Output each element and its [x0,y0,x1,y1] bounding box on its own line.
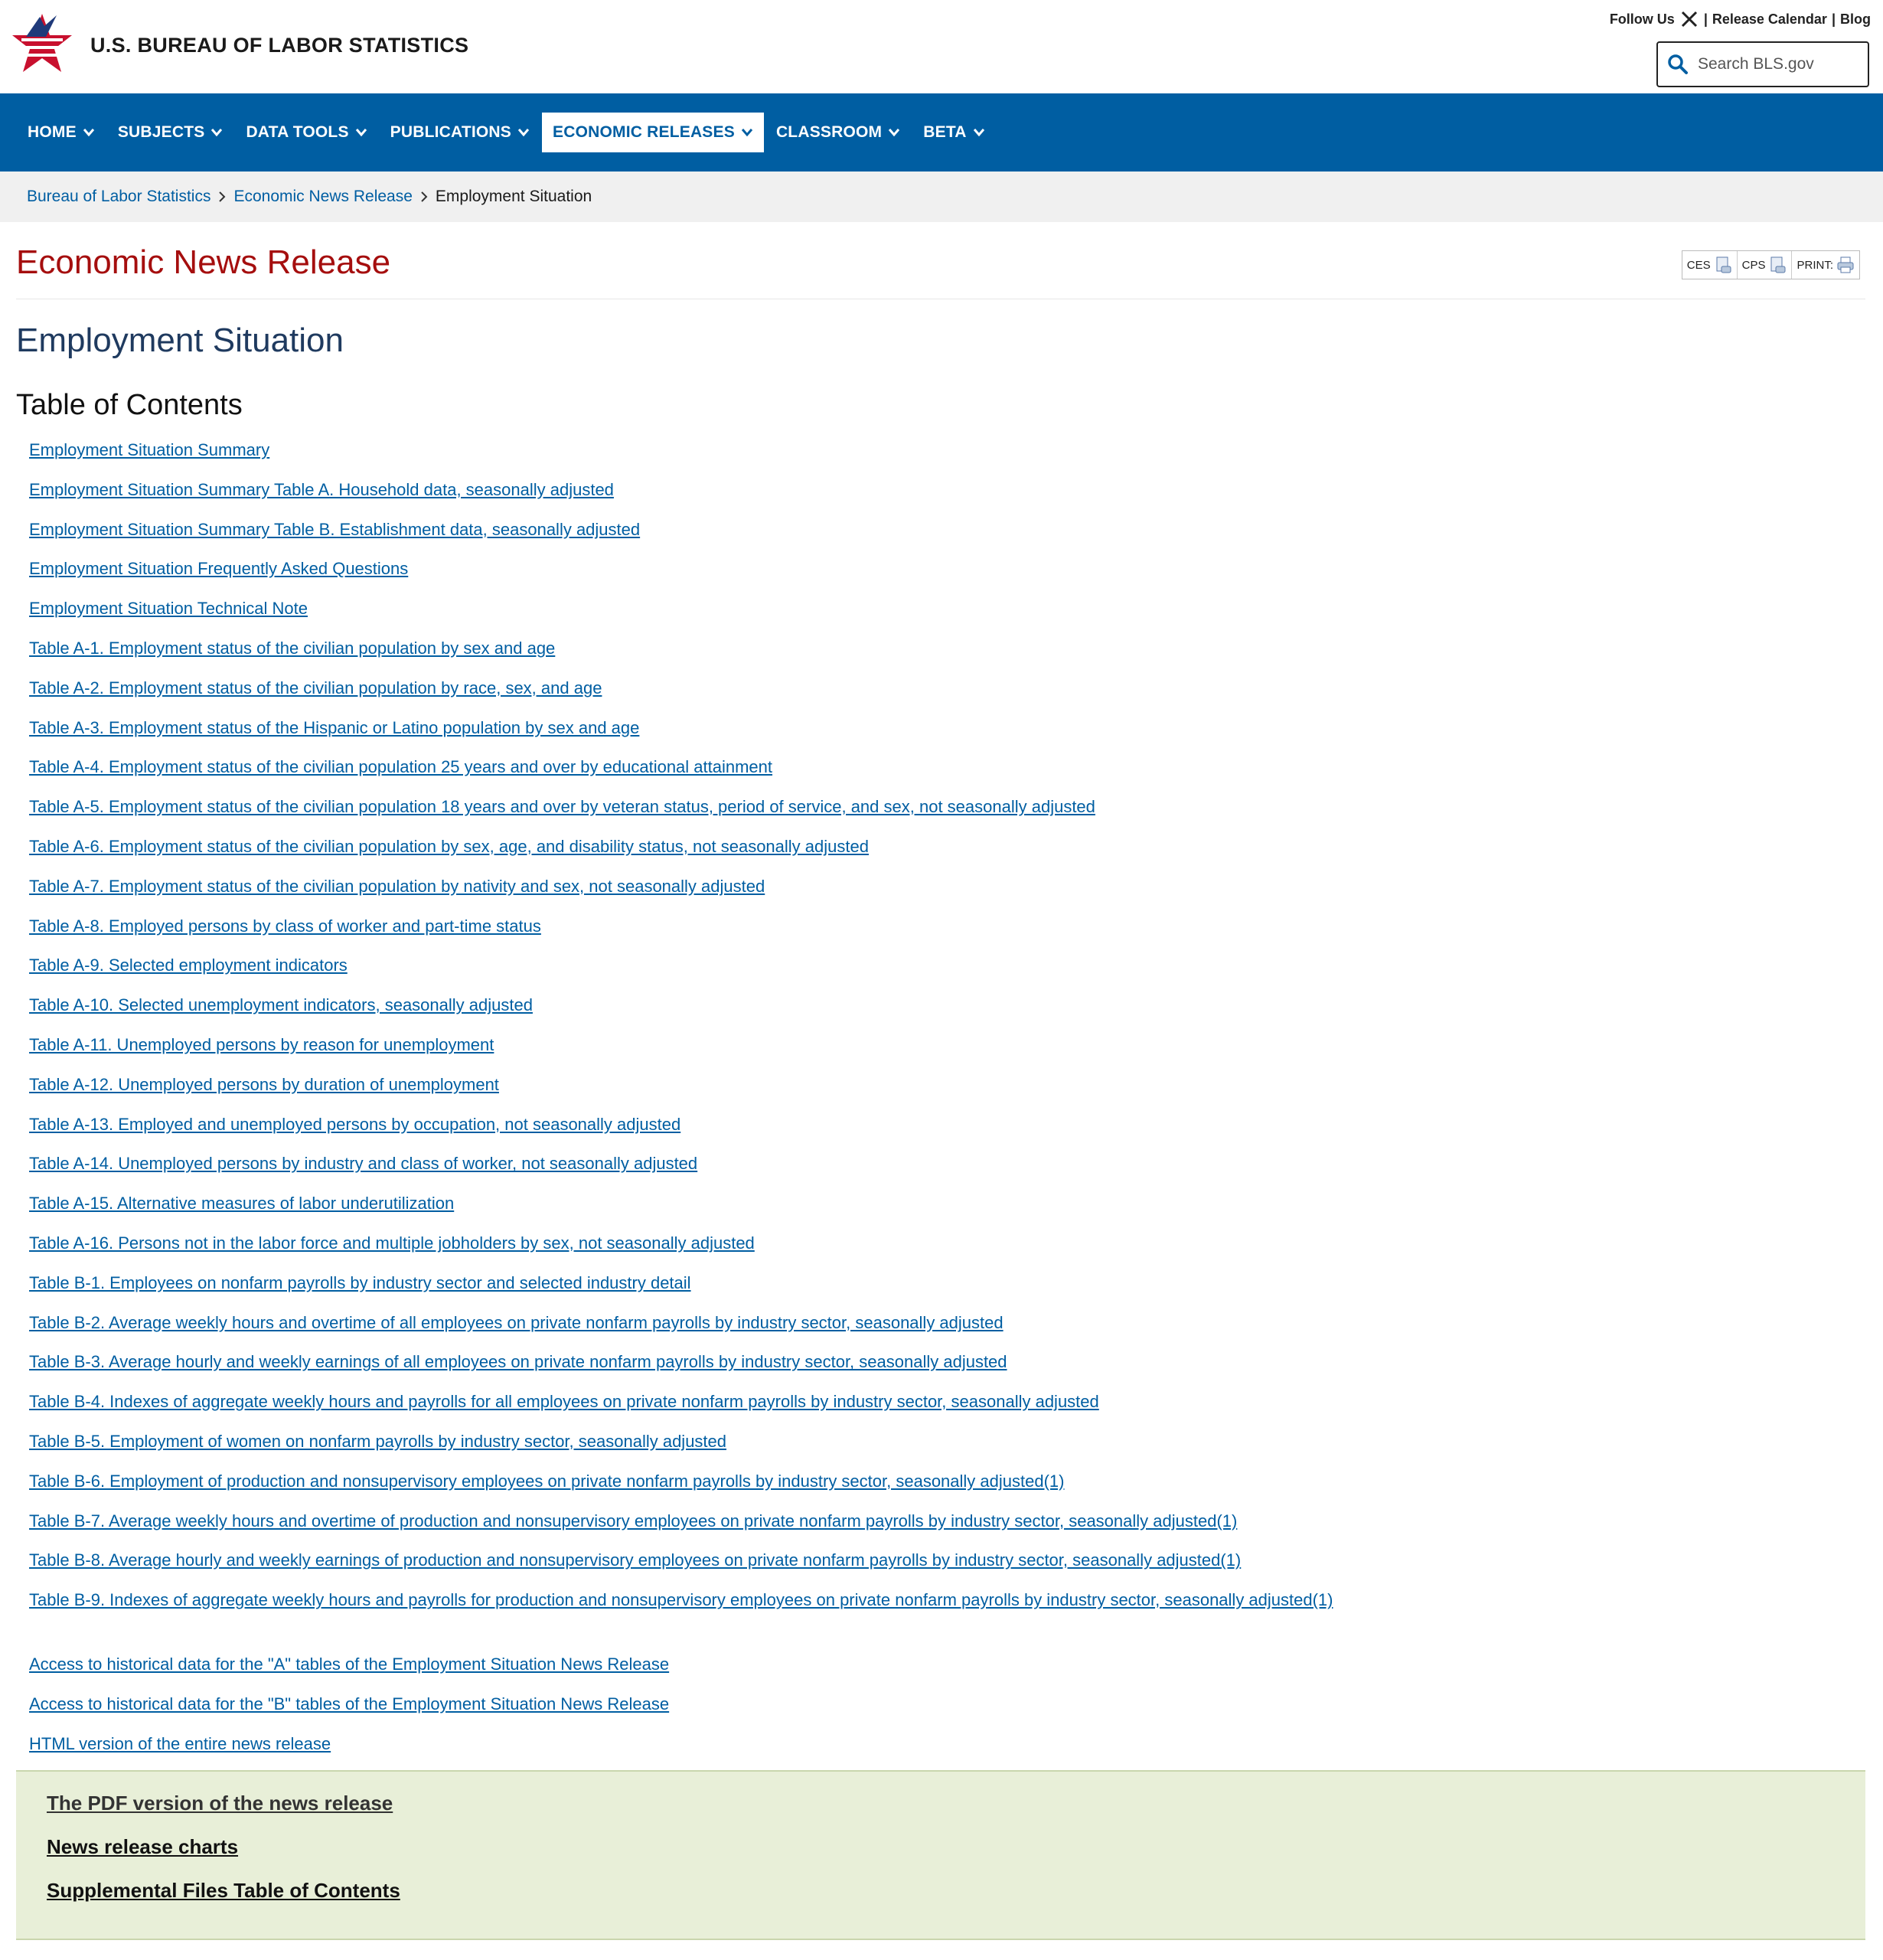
nav-label: SUBJECTS [117,123,205,141]
chevron-down-icon [210,128,223,137]
site-title[interactable]: U.S. BUREAU OF LABOR STATISTICS [90,34,469,57]
release-title: Economic News Release [16,243,391,281]
bls-logo-icon[interactable] [11,9,73,80]
toc-link[interactable]: Table A-16. Persons not in the labor force and multiple jobholders by sex, not seasonally adjusted [29,1233,755,1253]
toc-item [29,756,1333,796]
search-box [1656,41,1869,87]
historical-item [29,1733,669,1773]
toc-item [29,638,1333,678]
document-icon [1714,256,1732,274]
toc-item [29,1233,1333,1272]
toc-link[interactable]: Table A-7. Employment status of the civilian population by nativity and sex, not seasonally adjusted [29,876,765,896]
toc-link[interactable]: Table A-2. Employment status of the civilian population by race, sex, and age [29,678,602,697]
breadcrumb-economic-news-release[interactable]: Economic News Release [233,188,413,205]
toc-list [29,439,1333,1629]
pdf-version-link[interactable]: The PDF version of the news release [47,1792,393,1815]
historical-a-tables-link[interactable]: Access to historical data for the "A" tables of the Employment Situation News Release [29,1655,670,1674]
nav-beta[interactable] [912,113,995,152]
chevron-down-icon [741,128,753,137]
news-release-charts-link[interactable]: News release charts [47,1835,239,1858]
toc-link[interactable]: Employment Situation Summary [29,440,270,459]
historical-links [29,1654,669,1772]
ces-label: CES [1686,258,1711,272]
historical-item [29,1654,669,1694]
page-title: Employment Situation [16,322,344,359]
print-label: PRINT: [1797,258,1833,272]
toc-item [29,1391,1333,1431]
breadcrumb-home[interactable]: Bureau of Labor Statistics [27,188,211,205]
search-input[interactable] [1698,55,1851,74]
toc-item [29,1471,1333,1511]
toc-link[interactable]: Table B-5. Employment of women on nonfarm payrolls by industry sector, seasonally adjusted [29,1431,727,1451]
toc-item [29,1153,1333,1193]
chevron-down-icon [517,128,530,137]
toc-item [29,678,1333,717]
toc-link[interactable]: Table A-9. Selected employment indicators [29,956,348,975]
chevron-right-icon [218,191,226,202]
toc-heading: Table of Contents [16,389,243,421]
cps-label: CPS [1741,258,1766,272]
chevron-down-icon [83,128,95,137]
cps-pdf-button[interactable] [1738,251,1793,279]
toc-item [29,1272,1333,1312]
utility-separator: | [1703,11,1708,27]
breadcrumb-current: Employment Situation [435,188,592,205]
release-tools [1682,250,1860,279]
nav-label: BETA [923,123,967,141]
toc-link[interactable]: Table B-9. Indexes of aggregate weekly hours and payrolls for production and nonsupervisory employees on private nonfarm payrolls by industry sector, seasonally adjusted(1) [29,1590,1333,1610]
toc-link[interactable]: Table B-3. Average hourly and weekly earnings of all employees on private nonfarm payrolls by industry sector, seasonally adjusted [29,1352,1007,1372]
toc-link[interactable]: Table A-6. Employment status of the civilian population by sex, age, and disability status, not seasonally adjusted [29,836,869,856]
print-button[interactable] [1792,251,1859,279]
chevron-down-icon [888,128,900,137]
nav-subjects[interactable] [107,113,234,152]
toc-item [29,439,1333,479]
html-version-link[interactable]: HTML version of the entire news release [29,1733,331,1753]
toc-link[interactable]: Table A-10. Selected unemployment indicators, seasonally adjusted [29,995,533,1015]
historical-item [29,1694,669,1733]
main-nav [0,93,1883,172]
nav-label: PUBLICATIONS [390,123,511,141]
utility-separator: | [1831,11,1836,27]
toc-item [29,558,1333,598]
follow-us-label: Follow Us [1609,11,1675,27]
toc-link[interactable]: Employment Situation Frequently Asked Questions [29,559,409,579]
toc-link[interactable]: Table B-1. Employees on nonfarm payrolls by industry sector and selected industry detail [29,1272,691,1292]
nav-label: CLASSROOM [775,123,883,141]
related-resources-box [16,1770,1865,1940]
nav-home[interactable] [17,113,106,152]
toc-item [29,1074,1333,1114]
toc-link[interactable]: Employment Situation Summary Table A. Household data, seasonally adjusted [29,479,614,499]
chevron-right-icon [420,191,428,202]
toc-item [29,1550,1333,1589]
utility-links [1610,11,1871,28]
site-header [0,0,1883,93]
toc-item [29,1034,1333,1074]
search-icon[interactable] [1667,54,1689,75]
chevron-down-icon [973,128,985,137]
nav-label: ECONOMIC RELEASES [553,123,735,141]
printer-icon [1836,256,1855,274]
toc-link[interactable]: Table A-11. Unemployed persons by reason for unemployment [29,1034,494,1054]
toc-item [29,519,1333,559]
toc-link[interactable]: Table A-12. Unemployed persons by duration of unemployment [29,1074,499,1094]
toc-link[interactable]: Table A-5. Employment status of the civilian population 18 years and over by veteran status, period of service, and sex, not seasonally adjusted [29,797,1095,817]
toc-item [29,1511,1333,1550]
toc-link[interactable]: Table A-1. Employment status of the civilian population by sex and age [29,638,556,658]
toc-item [29,1589,1333,1629]
toc-link[interactable]: Table A-14. Unemployed persons by industry and class of worker, not seasonally adjusted [29,1154,698,1174]
nav-economic-releases[interactable] [542,113,764,152]
nav-label: DATA TOOLS [246,123,349,141]
breadcrumb [0,172,1883,222]
toc-link[interactable]: Table B-4. Indexes of aggregate weekly hours and payrolls for all employees on private nonfarm payrolls by industry sector, seasonally adjusted [29,1392,1099,1412]
toc-item [29,479,1333,519]
nav-label: HOME [28,123,77,141]
toc-item [29,876,1333,916]
x-twitter-icon[interactable] [1681,11,1698,28]
toc-link[interactable]: Table B-2. Average weekly hours and overtime of all employees on private nonfarm payrolls by industry sector, seasonally adjusted [29,1312,1004,1332]
toc-item [29,1114,1333,1154]
toc-link[interactable]: Table A-4. Employment status of the civilian population 25 years and over by educational attainment [29,757,773,777]
toc-item [29,995,1333,1034]
toc-link[interactable]: Table A-15. Alternative measures of labor underutilization [29,1194,455,1214]
release-calendar-link[interactable]: Release Calendar [1712,11,1827,27]
toc-item [29,717,1333,757]
toc-item [29,1351,1333,1391]
blog-link[interactable]: Blog [1840,11,1871,27]
toc-item [29,1431,1333,1471]
supplemental-files-link[interactable]: Supplemental Files Table of Contents [47,1879,400,1902]
document-icon [1768,256,1787,274]
toc-item [29,916,1333,956]
toc-link[interactable]: Table B-8. Average hourly and weekly earnings of production and nonsupervisory employees on private nonfarm payrolls by industry sector, seasonally adjusted(1) [29,1550,1242,1570]
toc-item [29,796,1333,836]
nav-publications[interactable] [380,113,540,152]
toc-link[interactable]: Table B-6. Employment of production and nonsupervisory employees on private nonfarm payrolls by industry sector, seasonally adjusted(1) [29,1471,1065,1491]
toc-item [29,598,1333,638]
toc-item [29,1312,1333,1352]
toc-item [29,1193,1333,1233]
chevron-down-icon [355,128,367,137]
toc-link[interactable]: Table B-7. Average weekly hours and overtime of production and nonsupervisory employees on private nonfarm payrolls by industry sector, seasonally adjusted(1) [29,1511,1238,1530]
historical-b-tables-link[interactable]: Access to historical data for the "B" tables of the Employment Situation News Release [29,1694,670,1713]
toc-item [29,836,1333,876]
nav-data-tools[interactable] [235,113,377,152]
toc-link[interactable]: Employment Situation Technical Note [29,599,308,619]
nav-classroom[interactable] [765,113,911,152]
toc-item [29,955,1333,995]
toc-link[interactable]: Table A-3. Employment status of the Hispanic or Latino population by sex and age [29,717,640,737]
ces-pdf-button[interactable] [1682,251,1738,279]
toc-link[interactable]: Table A-13. Employed and unemployed persons by occupation, not seasonally adjusted [29,1114,681,1134]
toc-link[interactable]: Employment Situation Summary Table B. Establishment data, seasonally adjusted [29,519,641,539]
toc-link[interactable]: Table A-8. Employed persons by class of worker and part-time status [29,916,541,936]
